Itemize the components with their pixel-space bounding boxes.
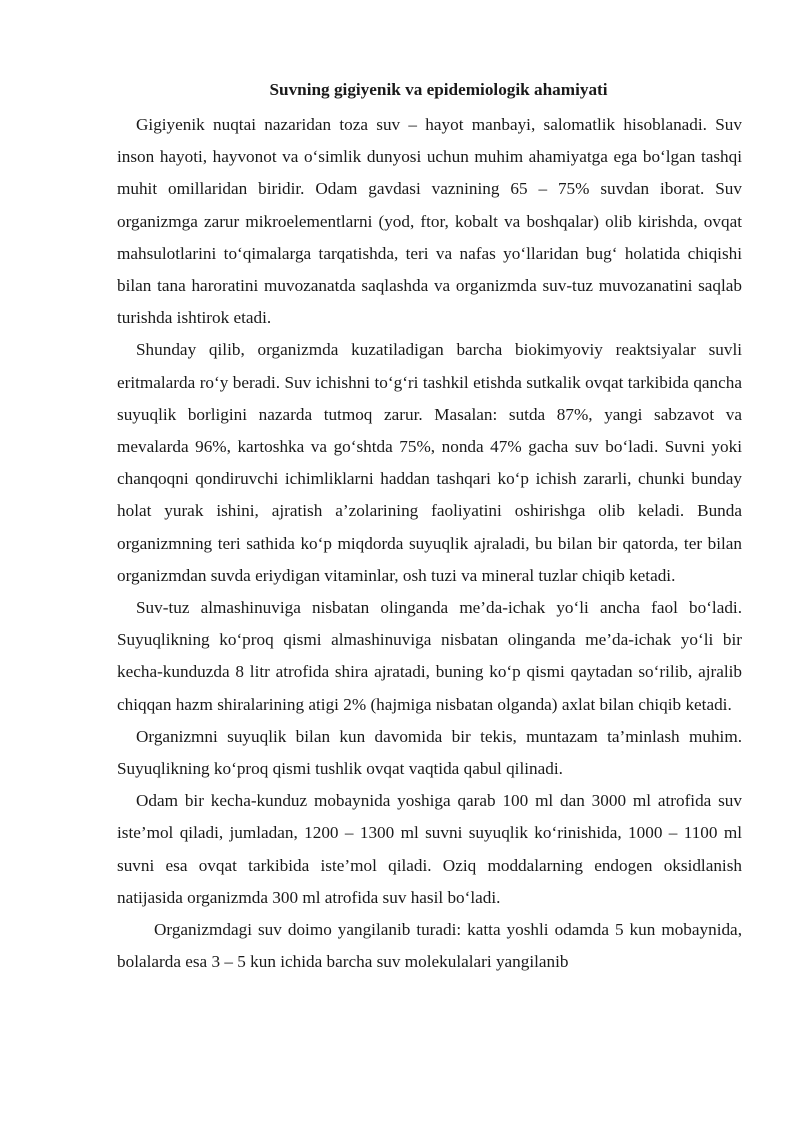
paragraph-3: Suv-tuz almashinuviga nisbatan olinganda me’da-ichak yo‘li ancha faol bo‘ladi. Suyuqlikning ko‘proq qismi almashinuviga nisbatan olinganda me’da-ichak yo‘li bir kecha-kunduzda 8 litr atrofida shira ajratadi, buning ko‘p qismi qaytadan so‘rilib, ajralib chiqqan hazm shiralarining atigi 2% (hajmiga nisbatan olganda) axlat bilan chiqib ketadi.: [117, 598, 742, 714]
document-page: [117, 78, 742, 978]
document-title: Suvning gigiyenik va epidemiologik ahamiyati: [269, 80, 608, 99]
paragraph-4: Organizmni suyuqlik bilan kun davomida bir tekis, muntazam ta’minlash muhim. Suyuqlikning ko‘proq qismi tushlik ovqat vaqtida qabul qilinadi.: [117, 726, 742, 779]
paragraph-6: Organizmdagi suv doimo yangilanib turadi: katta yoshli odamda 5 kun mobaynida, bolalarda esa 3 – 5 kun ichida barcha suv molekulalari yangilanib: [117, 920, 742, 972]
paragraph-5: Odam bir kecha-kunduz mobaynida yoshiga qarab 100 ml dan 3000 ml atrofida suv iste’mol qiladi, jumladan, 1200 – 1300 ml suvni suyuqlik ko‘rinishida, 1000 – 1100 ml suvni esa ovqat tarkibida iste’mol qiladi. Oziq moddalarning endogen oksidlanish natijasida organizmda 300 ml atrofida suv hasil bo‘ladi.: [117, 791, 742, 907]
paragraph-1: Gigiyenik nuqtai nazaridan toza suv – hayot manbayi, salomatlik hisoblanadi. Suv inson hayoti, hayvonot va o‘simlik dunyosi uchun muhim ahamiyatga ega bo‘lgan tashqi muhit omillaridan biridir. Odam gavdasi vaznining 65 – 75% suvdan iborat. Suv organizmga zarur mikroelementlarni (yod, ftor, kobalt va boshqalar) olib kirishda, ovqat mahsulotlarini to‘qimalarga tarqatishda, teri va nafas yo‘llaridan bug‘ holatida chiqishi bilan tana haroratini muvozanatda saqlashda va organizmda suv-tuz muvozanatini saqlab turishda ishtirok etadi.: [117, 115, 742, 328]
paragraph-2: Shunday qilib, organizmda kuzatiladigan barcha biokimyoviy reaktsiyalar suvli eritmalarda ro‘y beradi. Suv ichishni to‘g‘ri tashkil etishda sutkalik ovqat tarkibida qancha suyuqlik borligini nazarda tutmoq zarur. Masalan: sutda 87%, yangi sabzavot va mevalarda 96%, kartoshka va go‘shtda 75%, nonda 47% gacha suv bo‘ladi. Suvni yoki chanqoqni qondiruvchi ichimliklarni haddan tashqari ko‘p ichish zararli, chunki bunday holat yurak ishini, ajratish a’zolarining faoliyatini oshirishga olib keladi. Bunda organizmning teri sathida ko‘p miqdorda suyuqlik ajraladi, bu bilan bir qatorda, ter bilan organizmdan suvda eriydigan vitaminlar, osh tuzi va mineral tuzlar chiqib ketadi.: [117, 340, 742, 585]
